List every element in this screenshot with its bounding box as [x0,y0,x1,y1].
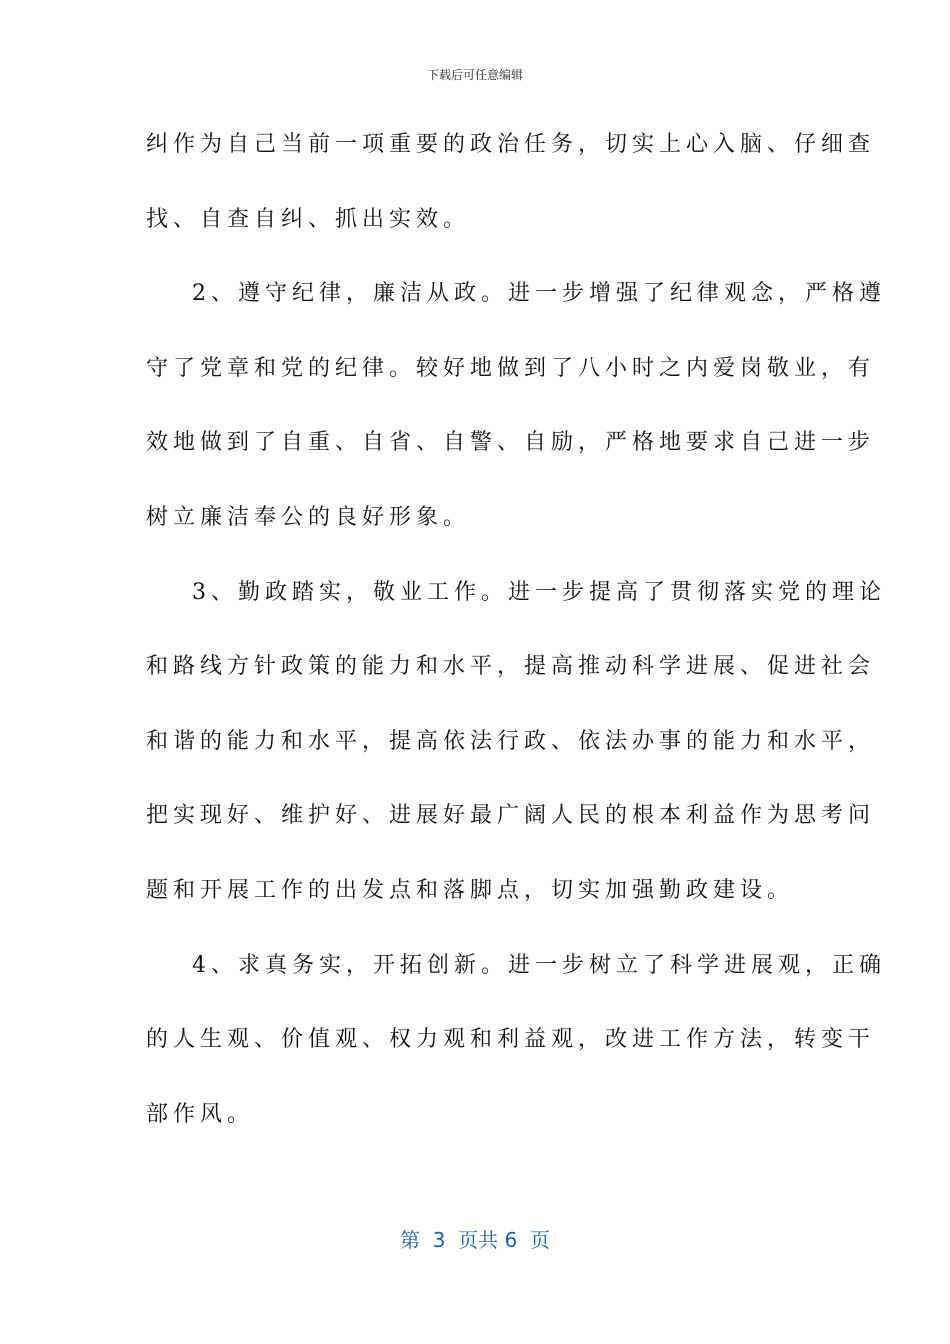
text-line: 守了党章和党的纪律。较好地做到了八小时之内爱岗敬业，有 [146,355,876,381]
text-line: 和谐的能力和水平，提高依法行政、依法办事的能力和水平， [146,728,876,754]
text-line: 纠作为自己当前一项重要的政治任务，切实上心入脑、仔细查 [146,132,876,157]
paragraph-start-line: 2、遵守纪律，廉洁从政。进一步增强了纪律观念，严格遵 [192,281,886,307]
text-line: 找、自查自纠、抓出实效。 [146,206,471,232]
paragraph-start-line: 3、勤政踏实，敬业工作。进一步提高了贯彻落实党的理论 [192,579,886,605]
page-header: 下载后可任意编辑 [426,68,523,82]
text-line: 效地做到了自重、自省、自警、自励，严格地要求自己进一步 [146,430,876,456]
text-line: 题和开展工作的出发点和落脚点，切实加强勤政建设。 [146,877,795,903]
text-line: 部作风。 [146,1101,255,1127]
text-line: 把实现好、维护好、进展好最广阔人民的根本利益作为思考问 [146,803,876,829]
document-body [146,108,886,1152]
text-line: 和路线方针政策的能力和水平，提高推动科学进展、促进社会 [146,654,876,680]
text-line: 的人生观、价值观、权力观和利益观，改进工作方法，转变干 [146,1027,876,1053]
paragraph-start-line: 4、求真务实，开拓创新。进一步树立了科学进展观，正确 [192,952,886,978]
text-line: 树立廉洁奉公的良好形象。 [146,504,471,530]
page-number-footer: 第 3 页共 6 页 [400,1228,550,1252]
